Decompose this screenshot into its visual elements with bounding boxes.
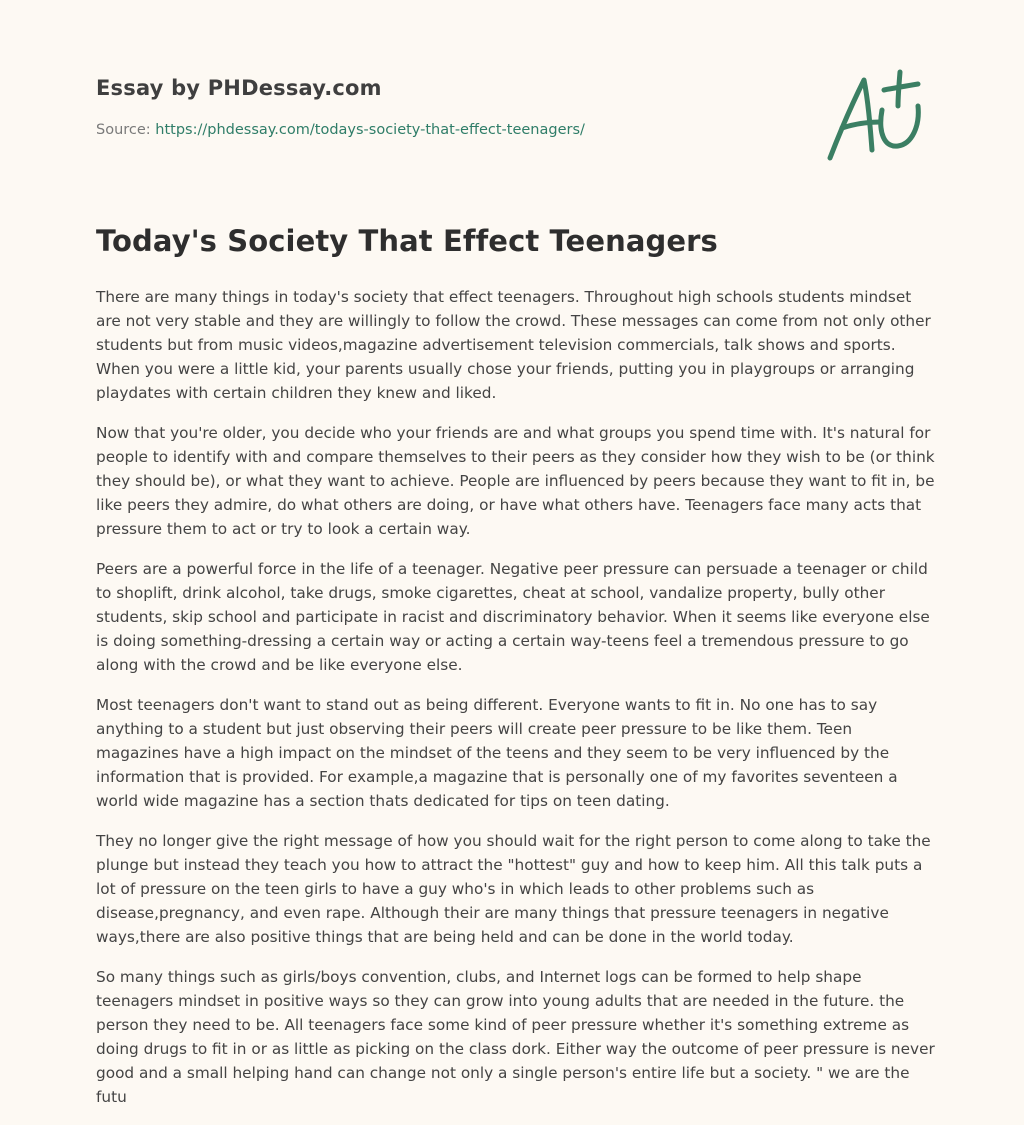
site-title: Essay by PHDessay.com [96, 76, 382, 100]
essay-paragraph: So many things such as girls/boys convention, clubs, and Internet logs can be formed to help shape teenagers mindset in positive ways so they can grow into young adults that are needed in the future. the person they need to be. All teenagers face some kind of peer pressure whether it's something extreme as doing drugs to fit in or as little as picking on the class dork. Either way the outcome of peer pressure is never good and a small helping hand can change not only a single person's entire life but a society. " we are the futu [96, 968, 935, 1106]
essay-paragraph: Peers are a powerful force in the life of a teenager. Negative peer pressure can persuade a teenager or child to shoplift, drink alcohol, take drugs, smoke cigarettes, cheat at school, vandalize property, bully other students, skip school and participate in racist and discriminatory behavior. When it seems like everyone else is doing something-dressing a certain way or acting a certain way-teens feel a tremendous pressure to go along with the crowd and be like everyone else. [96, 560, 930, 674]
source-line [96, 122, 796, 138]
page-header [96, 76, 796, 138]
essay-paragraph: Now that you're older, you decide who your friends are and what groups you spend time with. It's natural for people to identify with and compare themselves to their peers as they consider how they wish to be (or think they should be), or what they want to achieve. People are influenced by peers because they want to fit in, be like peers they admire, do what others are doing, or have what others have. Teenagers face many acts that pressure them to act or try to look a certain way. [96, 424, 935, 538]
essay-paragraph: There are many things in today's society that effect teenagers. Throughout high schools students mindset are not very stable and they are willingly to follow the crowd. These messages can come from not only other students but from music videos,magazine advertisement television commercials, talk shows and sports. When you were a little kid, your parents usually chose your friends, putting you in playgroups or arranging playdates with certain children they knew and liked. [96, 288, 931, 402]
essay-body [96, 285, 936, 1125]
source-label: Source: [96, 122, 151, 138]
essay-paragraph: Most teenagers don't want to stand out as being different. Everyone wants to fit in. No one has to say anything to a student but just observing their peers will create peer pressure to be like them. Teen magazines have a high impact on the mindset of the teens and they seem to be very influenced by the information that is provided. For example,a magazine that is personally one of my favorites seventeen a world wide magazine has a section thats dedicated for tips on teen dating. [96, 696, 898, 810]
essay-title: Today's Society That Effect Teenagers [96, 224, 718, 258]
a-plus-grade-logo [818, 66, 930, 166]
essay-paragraph: They no longer give the right message of how you should wait for the right person to come along to take the plunge but instead they teach you how to attract the "hottest" guy and how to keep him. All this talk puts a lot of pressure on the teen girls to have a guy who's in which leads to other problems such as disease,pregnancy, and even rape. Although their are many things that pressure teenagers in negative ways,there are also positive things that are being held and can be done in the world today. [96, 832, 931, 946]
source-link[interactable]: https://phdessay.com/todays-society-that-effect-teenagers/ [155, 122, 585, 138]
